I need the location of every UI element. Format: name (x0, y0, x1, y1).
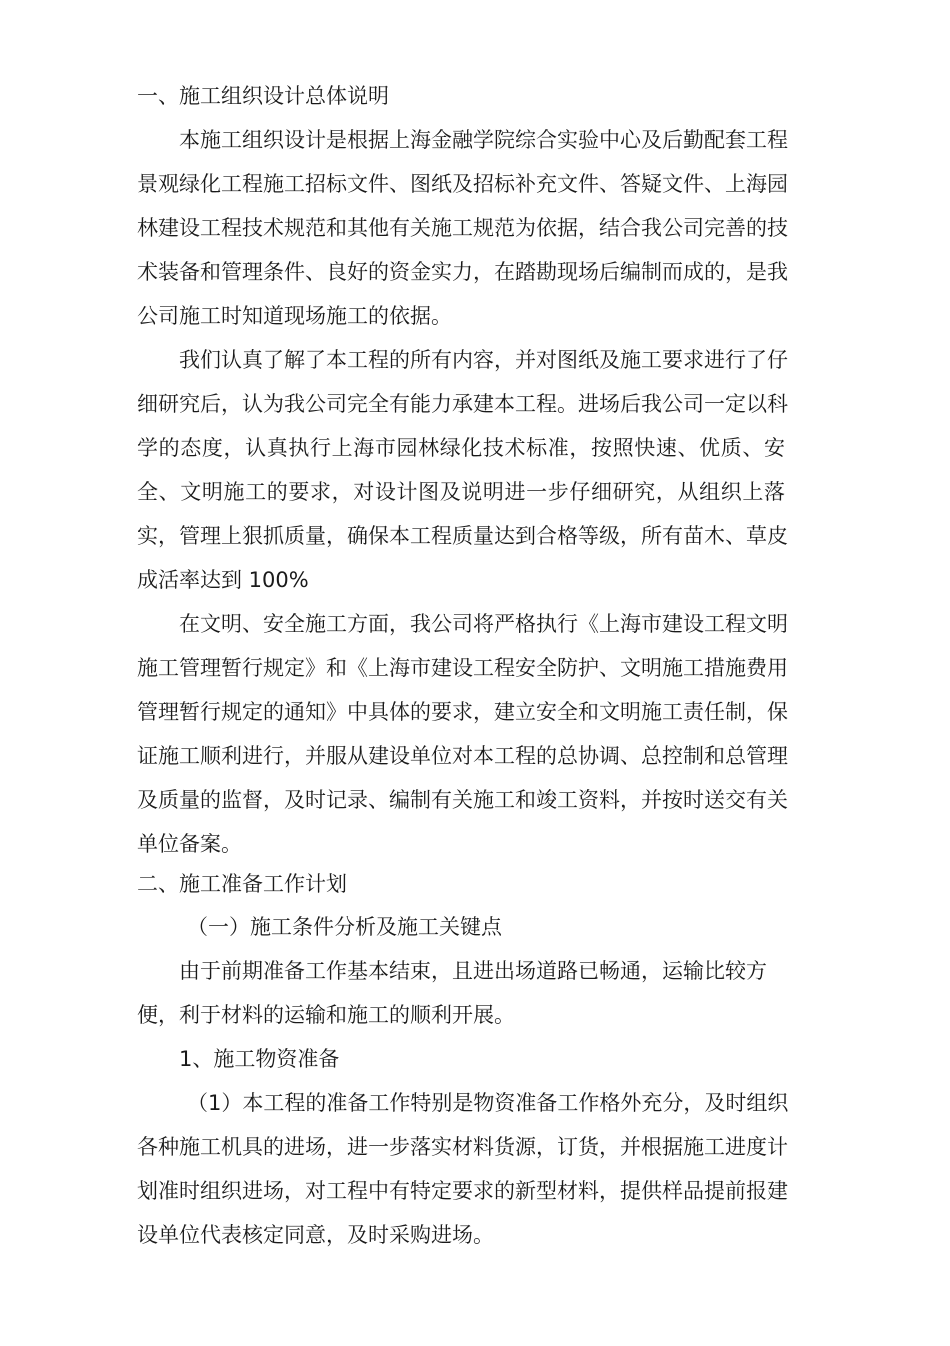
paragraph-line: 本施工组织设计是根据上海金融学院综合实验中心及后勤配套工程 (179, 128, 788, 152)
paragraph-line: 术装备和管理条件、良好的资金实力，在踏勘现场后编制而成的，是我 (137, 260, 788, 284)
paragraph-line: 景观绿化工程施工招标文件、图纸及招标补充文件、答疑文件、上海园 (137, 172, 788, 196)
paragraph-line: 证施工顺利进行，并服从建设单位对本工程的总协调、总控制和总管理 (137, 744, 788, 768)
paragraph-line: 实，管理上狠抓质量，确保本工程质量达到合格等级，所有苗木、草皮 (137, 524, 788, 548)
paragraph-line: （1）本工程的准备工作特别是物资准备工作格外充分，及时组织 (187, 1091, 789, 1115)
paragraph-line: 公司施工时知道现场施工的依据。 (137, 304, 452, 328)
paragraph-line: 各种施工机具的进场，进一步落实材料货源，订货，并根据施工进度计 (137, 1135, 788, 1159)
paragraph-line: 施工管理暂行规定》和《上海市建设工程安全防护、文明施工措施费用 (137, 656, 788, 680)
paragraph-line: 由于前期准备工作基本结束，且进出场道路已畅通，运输比较方 (179, 959, 767, 983)
section-heading-2: 二、施工准备工作计划 (137, 872, 347, 896)
paragraph-line: 学的态度，认真执行上海市园林绿化技术标准，按照快速、优质、安 (137, 436, 785, 460)
paragraph-line: 成活率达到 100% (137, 568, 309, 592)
paragraph-line: 及质量的监督，及时记录、编制有关施工和竣工资料，并按时送交有关 (137, 788, 788, 812)
section-heading-1: 一、施工组织设计总体说明 (137, 84, 389, 108)
paragraph-line: 划准时组织进场，对工程中有特定要求的新型材料，提供样品提前报建 (137, 1179, 788, 1203)
paragraph-line: 管理暂行规定的通知》中具体的要求，建立安全和文明施工责任制，保 (137, 700, 788, 724)
paragraph-line: 林建设工程技术规范和其他有关施工规范为依据，结合我公司完善的技 (137, 216, 788, 240)
paragraph-line: 在文明、安全施工方面，我公司将严格执行《上海市建设工程文明 (179, 612, 788, 636)
item-heading: 1、施工物资准备 (179, 1047, 340, 1071)
paragraph-line: 设单位代表核定同意，及时采购进场。 (137, 1223, 494, 1247)
paragraph-line: 我们认真了解了本工程的所有内容，并对图纸及施工要求进行了仔 (179, 348, 788, 372)
paragraph-line: 细研究后，认为我公司完全有能力承建本工程。进场后我公司一定以科 (137, 392, 788, 416)
subsection-heading: （一）施工条件分析及施工关键点 (187, 915, 502, 939)
paragraph-line: 全、文明施工的要求，对设计图及说明进一步仔细研究，从组织上落 (137, 480, 785, 504)
paragraph-line: 便，利于材料的运输和施工的顺利开展。 (137, 1003, 515, 1027)
paragraph-line: 单位备案。 (137, 832, 242, 856)
